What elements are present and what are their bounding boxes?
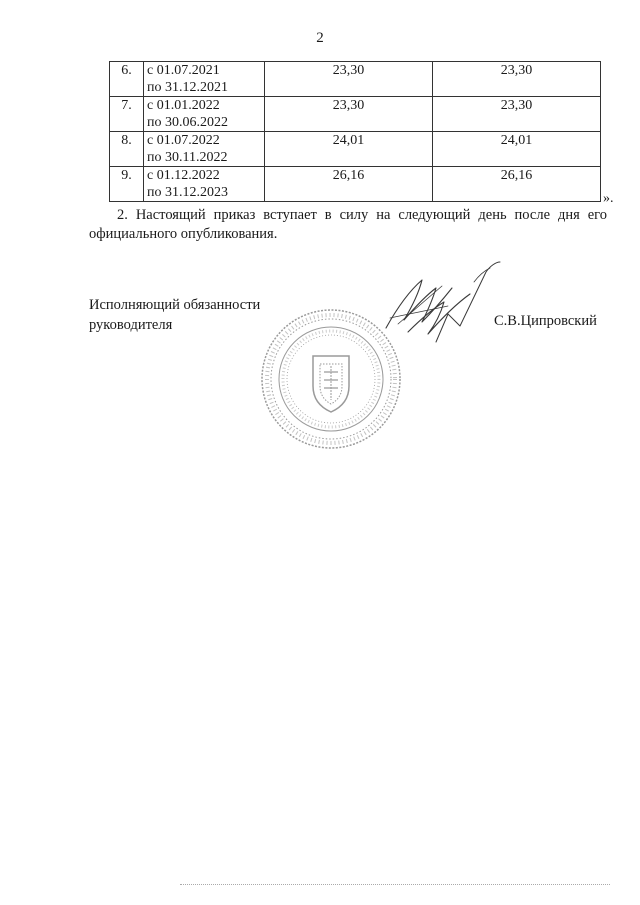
period-from: с 01.01.2022 <box>147 98 220 113</box>
value-cell-2: 23,30 <box>433 97 601 132</box>
closing-quote: ». <box>603 191 614 206</box>
period-from: с 01.07.2021 <box>147 63 220 78</box>
row-number: 8. <box>110 132 144 167</box>
handwritten-signature-icon <box>378 258 508 353</box>
period-to: по 30.11.2022 <box>147 150 228 165</box>
value-cell-2: 23,30 <box>433 62 601 97</box>
value-cell-1: 24,01 <box>265 132 433 167</box>
period-from: с 01.07.2022 <box>147 133 220 148</box>
footer-divider <box>180 884 610 885</box>
signer-title <box>89 295 260 335</box>
period-cell <box>144 132 265 167</box>
period-to: по 31.12.2023 <box>147 185 228 200</box>
table-row <box>110 62 601 97</box>
row-number: 9. <box>110 167 144 202</box>
period-cell <box>144 62 265 97</box>
period-cell <box>144 97 265 132</box>
signer-title-line-1: Исполняющий обязанности <box>89 297 261 313</box>
period-to: по 30.06.2022 <box>147 115 228 130</box>
value-cell-1: 23,30 <box>265 62 433 97</box>
period-from: с 01.12.2022 <box>147 168 220 183</box>
period-to: по 31.12.2021 <box>147 80 228 95</box>
row-number: 6. <box>110 62 144 97</box>
signer-name: С.В.Ципровский <box>494 313 597 329</box>
value-cell-2: 26,16 <box>433 167 601 202</box>
table-row <box>110 132 601 167</box>
value-cell-2: 24,01 <box>433 132 601 167</box>
period-cell <box>144 167 265 202</box>
table-row <box>110 167 601 202</box>
value-cell-1: 23,30 <box>265 97 433 132</box>
value-cell-1: 26,16 <box>265 167 433 202</box>
page-number: 2 <box>316 30 324 46</box>
tariff-table <box>109 61 601 202</box>
row-number: 7. <box>110 97 144 132</box>
table-row <box>110 97 601 132</box>
effective-date-paragraph: 2. Настоящий приказ вступает в силу на следующий день после дня его официального опубликования. <box>89 207 607 242</box>
signer-title-line-2: руководителя <box>89 317 173 333</box>
